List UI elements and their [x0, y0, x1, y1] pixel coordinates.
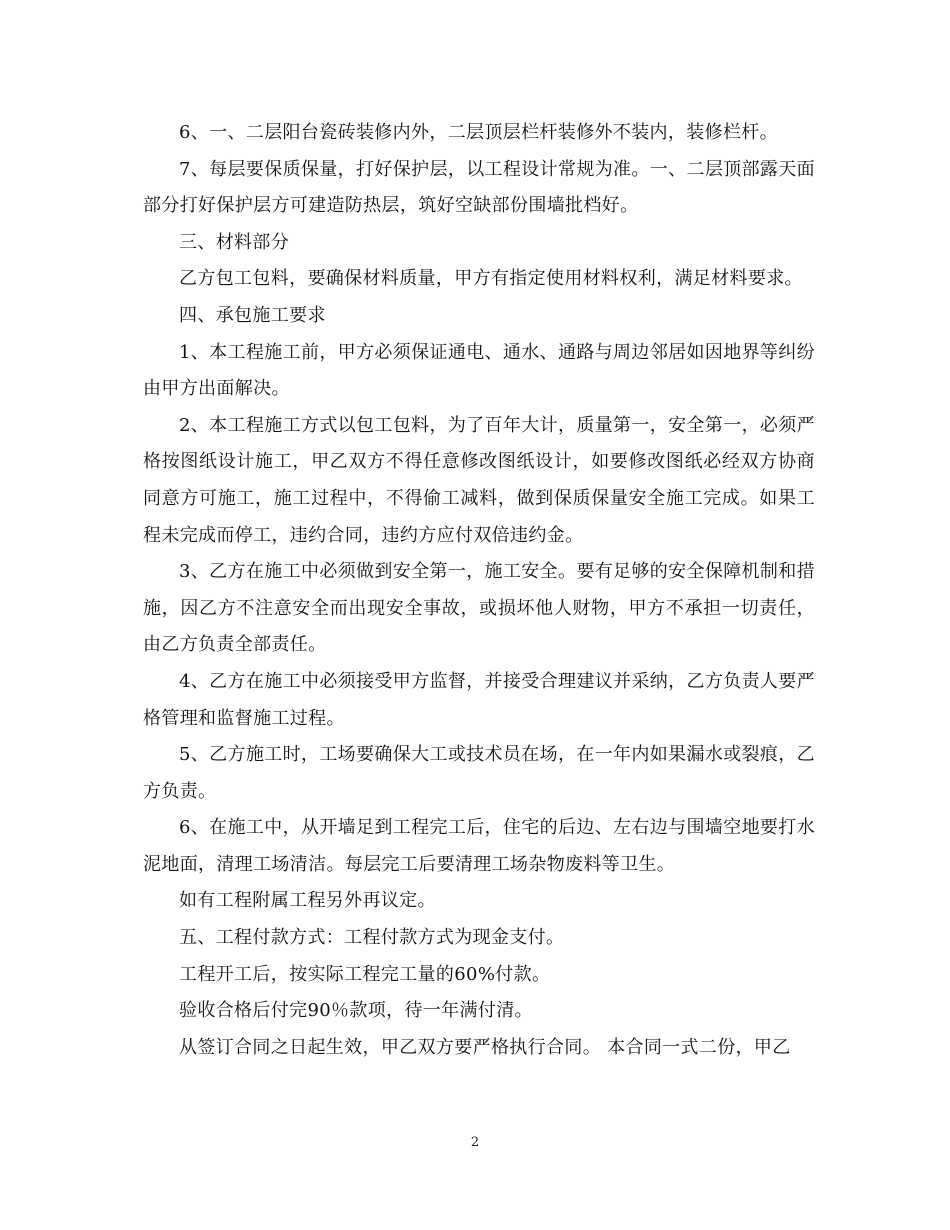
section-5-payment-heading: 五、工程付款方式：工程付款方式为现金支付。 — [179, 927, 565, 949]
section-4-heading: 四、承包施工要求 — [179, 304, 326, 326]
contract-effective-clause: 从签订合同之日起生效，甲乙双方要严格执行合同。 本合同一式二份，甲乙 — [179, 1036, 791, 1058]
requirement-6: 6、在施工中，从开墙足到工程完工后，住宅的后边、左右边与围墙空地要打水泥地面，清理工场清洁。每层完工后要清理工场杂物废料等卫生。 — [143, 817, 815, 875]
clause-6-balcony-tiles: 6、一、二层阳台瓷砖装修内外，二层顶层栏杆装修外不装内，装修栏杆。 — [179, 122, 778, 143]
requirement-1: 1、本工程施工前，甲方必须保证通电、通水、通路与周边邻居如因地界等纠纷由甲方出面解决。 — [143, 341, 815, 400]
section-3-heading: 三、材料部分 — [179, 231, 290, 253]
ancillary-works-note: 如有工程附属工程另外再议定。 — [179, 890, 436, 912]
requirement-4: 4、乙方在施工中必须接受甲方监督，并接受合理建议并采纳，乙方负责人要严格管理和监督施工过程。 — [143, 670, 815, 729]
document-body — [143, 115, 815, 1066]
payment-after-start: 工程开工后，按实际工程完工量的60%付款。 — [179, 963, 551, 985]
requirement-3: 3、乙方在施工中必须做到安全第一，施工安全。要有足够的安全保障机制和措施，因乙方不注意安全而出现安全事故，或损坏他人财物，甲方不承担一切责任，由乙方负责全部责任。 — [143, 561, 815, 656]
requirement-5: 5、乙方施工时，工场要确保大工或技术员在场，在一年内如果漏水或裂痕，乙方负责。 — [143, 744, 815, 802]
payment-after-acceptance: 验收合格后付完90％款项，待一年满付清。 — [179, 1000, 533, 1022]
materials-paragraph: 乙方包工包料，要确保材料质量，甲方有指定使用材料权利，满足材料要求。 — [179, 268, 803, 290]
clause-7-quality: 7、每层要保质保量，打好保护层，以工程设计常规为准。一、二层顶部露天面部分打好保护层方可建造防热层，筑好空缺部份围墙批档好。 — [143, 158, 815, 217]
requirement-2: 2、本工程施工方式以包工包料，为了百年大计，质量第一，安全第一，必须严格按图纸设计施工，甲乙双方不得任意修改图纸设计，如要修改图纸必经双方协商同意方可施工，施工过程中，不得偷工减料，做到保质保量安全施工完成。如果工程未完成而停工，违约合同，违约方应付双倍违约金。 — [143, 414, 815, 546]
page-number: 2 — [470, 1135, 480, 1150]
